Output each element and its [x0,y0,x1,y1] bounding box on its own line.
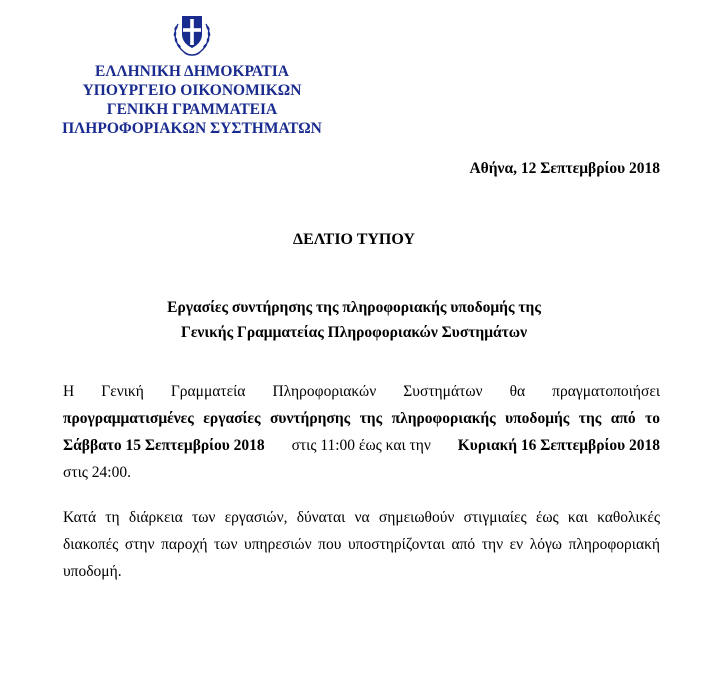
greek-coat-of-arms-icon [170,10,214,58]
subject-heading [0,295,708,345]
subject-line-1: Εργασίες συντήρησης της πληροφοριακής υποδομής της [167,299,541,316]
end-date-bold: Κυριακή 16 Σεπτεμβρίου 2018 [457,437,660,454]
start-date-bold: Σάββατο 15 Σεπτεμβρίου 2018 [63,437,265,454]
header-line-republic: ΕΛΛΗΝΙΚΗ ΔΗΜΟΚΡΑΤΙΑ [95,63,289,80]
paragraph2-line2: διακοπές στην παροχή των υπηρεσιών που υποστηρίζονται από την εν λόγω πληροφοριακή [63,536,660,553]
paragraph2-line3: υποδομή. [63,563,122,580]
paragraph-maintenance-announcement [63,378,660,486]
paragraph2-line1: Κατά τη διάρκεια των εργασιών, δύναται να σημειωθούν στιγμιαίες έως και καθολικές [63,509,660,526]
paragraph-service-interruptions [63,504,660,585]
header-line-ministry: ΥΠΟΥΡΓΕΙΟ ΟΙΚΟΝΟΜΙΚΩΝ [82,82,302,99]
press-release-title: ΔΕΛΤΙΟ ΤΥΠΟΥ [293,231,415,248]
paragraph1-line2-bold: προγραμματισμένες εργασίες συντήρησης της πληροφοριακής υποδομής της από το [63,410,660,427]
header-line-secretariat: ΓΕΝΙΚΗ ΓΡΑΜΜΑΤΕΙΑ [106,101,278,118]
header-line-information-systems: ΠΛΗΡΟΦΟΡΙΑΚΩΝ ΣΥΣΤΗΜΑΤΩΝ [62,120,322,137]
paragraph1-line3 [63,432,660,459]
time-range-text: στις 11:00 έως και την [291,437,431,454]
paragraph1-line1: Η Γενική Γραμματεία Πληροφοριακών Συστημάτων θα πραγματοποιήσει [63,383,660,400]
subject-line-2: Γενικής Γραμματείας Πληροφοριακών Συστημάτων [180,324,528,341]
document-date: Αθήνα, 12 Σεπτεμβρίου 2018 [469,160,660,177]
issuing-authority-header [52,62,332,138]
paragraph1-line4: στις 24:00. [63,464,131,481]
